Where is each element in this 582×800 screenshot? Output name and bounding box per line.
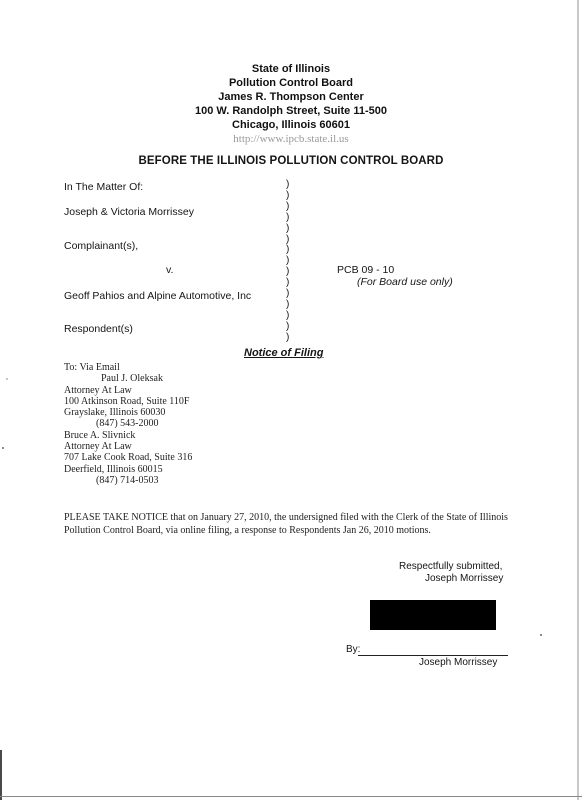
recipient-2-phone: (847) 714-0503 bbox=[96, 474, 159, 486]
respondents-names: Geoff Pahios and Alpine Automotive, Inc bbox=[64, 290, 252, 302]
letterhead-url[interactable]: http://www.ipcb.state.il.us bbox=[233, 133, 349, 145]
respondents-label: Respondent(s) bbox=[64, 323, 133, 335]
by-label: By: bbox=[346, 644, 361, 655]
recipient-1-name: Paul J. Oleksak bbox=[101, 373, 163, 385]
complainants-names: Joseph & Victoria Morrissey bbox=[64, 206, 194, 218]
letterhead-city: Chicago, Illinois 60601 bbox=[232, 119, 350, 131]
recipients-block bbox=[64, 362, 192, 486]
before-board-title: BEFORE THE ILLINOIS POLLUTION CONTROL BOARD bbox=[138, 155, 444, 167]
scan-speck bbox=[540, 634, 542, 636]
scan-edge-right bbox=[577, 0, 579, 800]
scan-speck bbox=[2, 447, 4, 449]
signature-line bbox=[358, 655, 508, 656]
signer-name-top: Joseph Morrissey bbox=[425, 573, 504, 584]
redacted-signature-block bbox=[370, 600, 496, 630]
letterhead-center: James R. Thompson Center bbox=[218, 91, 364, 103]
notice-of-filing-title: Notice of Filing bbox=[244, 347, 324, 359]
scan-edge-bottom bbox=[0, 796, 582, 797]
recipient-2-street: 707 Lake Cook Road, Suite 316 bbox=[64, 452, 193, 464]
letterhead-board: Pollution Control Board bbox=[228, 77, 354, 89]
recipient-2-title: Attorney At Law bbox=[64, 441, 132, 453]
caption-parentheses: ) ) ) ) ) ) ) ) ) ) ) ) ) ) ) bbox=[286, 179, 290, 343]
scan-speck bbox=[6, 378, 8, 380]
complainants-label: Complainant(s), bbox=[64, 240, 139, 252]
case-number: PCB 09 - 10 bbox=[337, 264, 395, 276]
recipient-1-title: Attorney At Law bbox=[64, 384, 132, 396]
letterhead-state: State of Illinois bbox=[251, 63, 331, 75]
recipient-2-name: Bruce A. Slivnick bbox=[64, 429, 136, 441]
scan-edge-left bbox=[0, 750, 2, 800]
recipient-1-city: Grayslake, Illinois 60030 bbox=[64, 407, 166, 419]
closing-line: Respectfully submitted, bbox=[399, 561, 503, 572]
board-use-note: (For Board use only) bbox=[357, 276, 453, 288]
versus-label: v. bbox=[166, 264, 174, 276]
signer-name-bottom: Joseph Morrissey bbox=[419, 657, 498, 668]
recipient-1-street: 100 Atkinson Road, Suite 110F bbox=[64, 395, 190, 407]
to-line: To: Via Email bbox=[64, 362, 120, 373]
letterhead bbox=[0, 62, 582, 146]
in-the-matter-of: In The Matter Of: bbox=[64, 181, 144, 193]
recipient-1-phone: (847) 543-2000 bbox=[96, 418, 159, 430]
letterhead-street: 100 W. Randolph Street, Suite 11-500 bbox=[195, 105, 387, 117]
notice-paragraph: PLEASE TAKE NOTICE that on January 27, 2010, the undersigned filed with the Clerk of the State of Illinois Pollution Control Board, via online filing, a response to Respondents Jan 26, 2010 motions. bbox=[64, 512, 508, 537]
recipient-2-city: Deerfield, Illinois 60015 bbox=[64, 463, 163, 475]
